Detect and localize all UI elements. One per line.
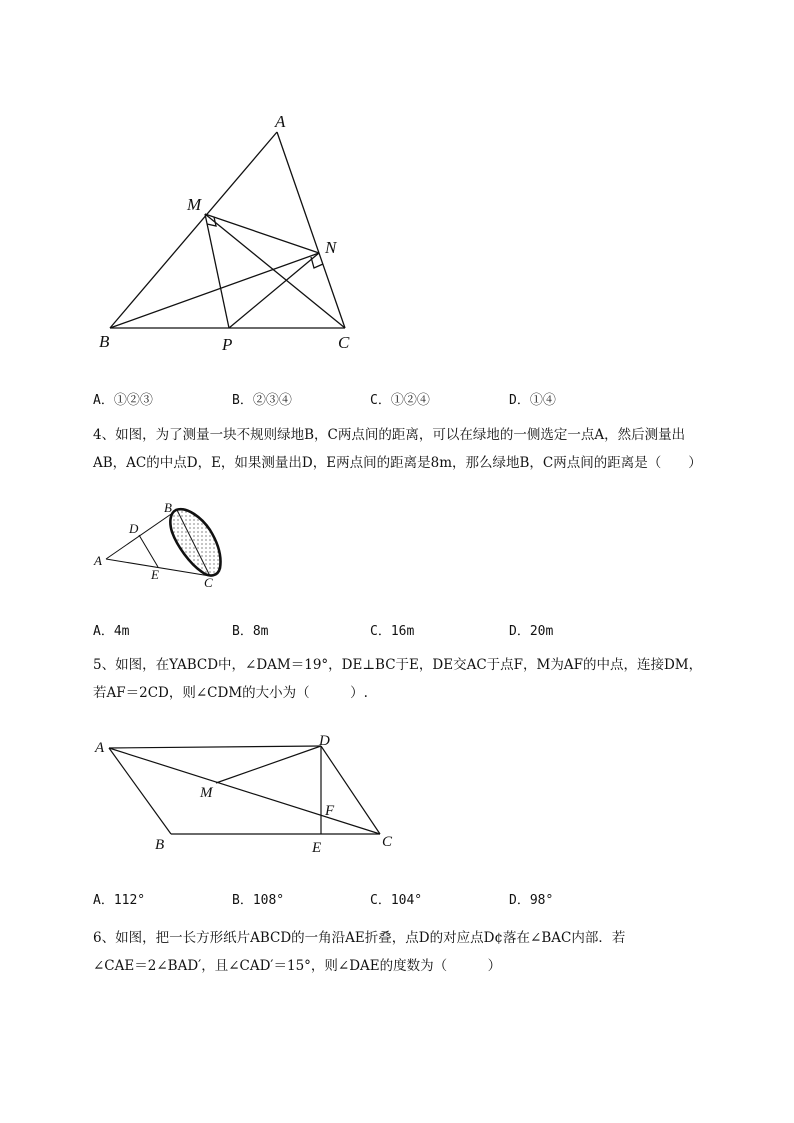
para-label-b: B <box>155 837 165 853</box>
para-label-c: C <box>382 834 393 850</box>
para-label-a: A <box>95 740 105 756</box>
land-label-a: A <box>94 553 102 568</box>
q3-option-a: A．①②③ <box>93 393 153 408</box>
vertex-label-b: B <box>99 332 110 351</box>
q4-stem-line1: 4、如图，为了测量一块不规则绿地B，C两点间的距离，可以在绿地的一侧选定一点A，然后测量出 <box>93 427 686 443</box>
para-label-f: F <box>325 803 335 819</box>
q6-stem-line2: ∠CAE＝2∠BAD′，且∠CAD′＝15°，则∠DAE的度数为（ ） <box>93 958 502 974</box>
parallelogram-figure <box>92 730 402 855</box>
vertex-label-a: A <box>275 112 286 131</box>
vertex-label-m: M <box>187 195 202 214</box>
q5-stem-line2: 若AF＝2CD，则∠CDM的大小为（ ）. <box>93 685 368 701</box>
land-label-c: C <box>204 575 213 590</box>
q5-option-b: B．108° <box>232 893 285 908</box>
vertex-label-n: N <box>325 238 337 257</box>
q5-option-a: A．112° <box>93 893 146 908</box>
q5-stem-line1: 5、如图，在YABCD中，∠DAM＝19°，DE⊥BC于E，DE交AC于点F，M为AF的中点，连接DM， <box>93 657 703 673</box>
land-label-d: D <box>129 521 139 536</box>
vertex-label-p: P <box>222 335 233 354</box>
land-label-b: B <box>164 500 172 515</box>
q3-option-b: B．②③④ <box>232 393 292 408</box>
q6-stem-line1: 6、如图，把一长方形纸片ABCD的一角沿AE折叠，点D的对应点D¢落在∠BAC内部．若 <box>93 930 626 946</box>
green-land-figure <box>92 498 232 590</box>
para-label-d: D <box>319 733 330 749</box>
q5-option-c: C．104° <box>370 893 423 908</box>
para-label-m: M <box>200 785 213 801</box>
q5-option-d: D．98° <box>509 893 554 908</box>
vertex-label-c: C <box>338 333 350 352</box>
para-label-e: E <box>312 840 322 856</box>
q4-option-c: C．16m <box>370 624 415 639</box>
q3-option-c: C．①②④ <box>370 393 430 408</box>
land-label-e: E <box>151 567 159 582</box>
q4-option-d: D．20m <box>509 624 554 639</box>
q4-option-b: B．8m <box>232 624 269 639</box>
triangle-figure-mnp <box>95 105 365 355</box>
q4-option-a: A．4m <box>93 624 130 639</box>
q3-option-d: D．①④ <box>509 393 556 408</box>
q4-stem-line2: AB，AC的中点D，E，如果测量出D，E两点间的距离是8m，那么绿地B，C两点间的距离是（ ） <box>93 455 702 471</box>
